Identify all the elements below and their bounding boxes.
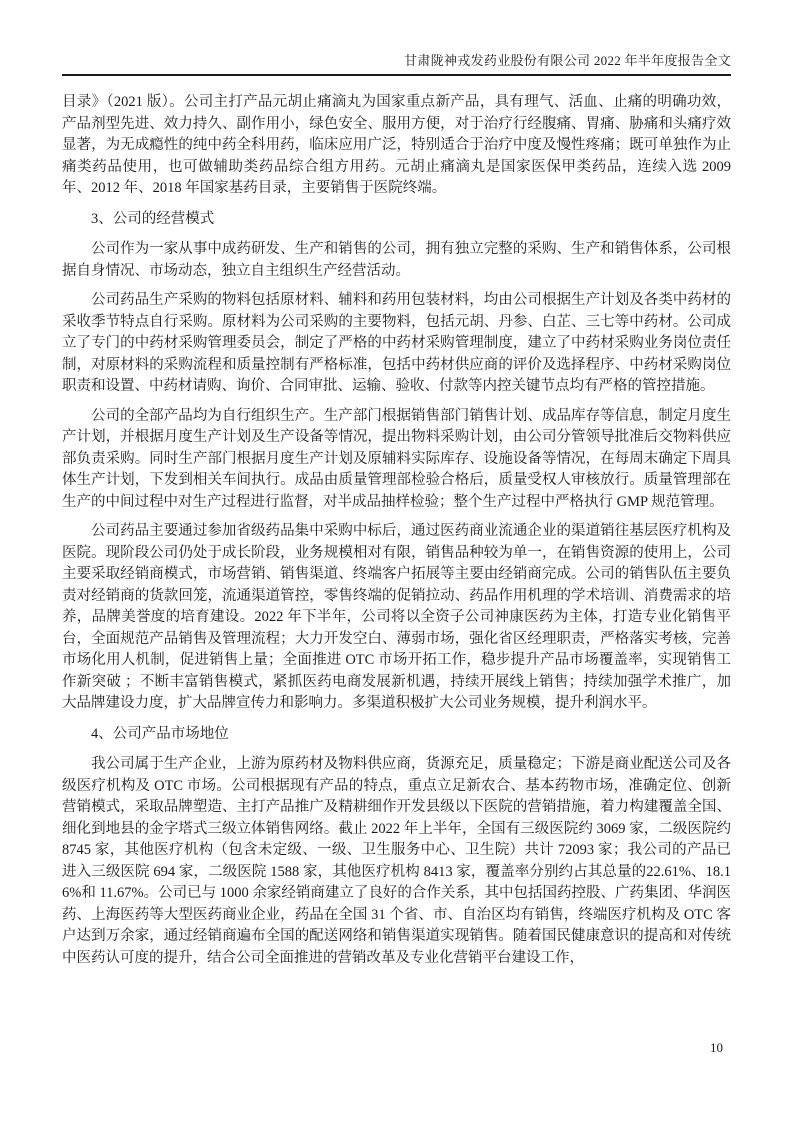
section-heading: 3、公司的经营模式 — [91, 210, 215, 227]
page-header — [62, 52, 731, 76]
page-number: 10 — [710, 1040, 723, 1055]
page-body — [62, 92, 731, 977]
body-paragraph: 公司的全部产品均为自行组织生产。生产部门根据销售部门销售计划、成品库存等信息，制定月度生产计划，并根据月度生产计划及生产设备等情况，提出物料采购计划，由公司分管领导批准后交物料供应部负责采购。同时生产部门根据月度生产计划及原辅料实际库存、设施设备等情况，在每周末确定下周具体生产计划，下发到相关车间执行。成品由质量管理部检验合格后，质量受权人审核放行。质量管理部在生产的中间过程中对生产过程进行监督，对半成品抽样检验；整个生产过程中严格执行 GMP 规范管理。 — [62, 407, 731, 510]
body-paragraph: 公司药品生产采购的物料包括原材料、辅料和药用包装材料，均由公司根据生产计划及各类中药材的采收季节特点自行采购。原材料为公司采购的主要物料，包括元胡、丹参、白芷、三七等中药材。公司成立了专门的中药材采购管理委员会，制定了严格的中药材采购管理制度，建立了中药材采购业务岗位责任制，对原材料的采购流程和质量控制有严格标准，包括中药材供应商的评价及选择程序、中药材采购岗位职责和设置、中药材请购、询价、合同审批、运输、验收、付款等内控关键节点均有严格的管控措施。 — [62, 292, 731, 394]
body-paragraph: 目录》（2021 版）。公司主打产品元胡止痛滴丸为国家重点新产品，具有理气、活血、止痛的明确功效，产品剂型先进、效力持久、副作用小，绿色安全、服用方便，对于治疗行经腹痛、胃痛、胁痛和头痛疗效显著，为无成瘾性的纯中药全科用药，临床应用广泛，特别适合于治疗中度及慢性疼痛；既可单独作为止痛类药品使用，也可做辅助类药品综合组方用药。元胡止痛滴丸是国家医保甲类药品，连续入选 2009 年、2012 年、2018 年国家基药目录，主要销售于医院终端。 — [62, 94, 731, 196]
body-paragraph: 公司作为一家从事中成药研发、生产和销售的公司，拥有独立完整的采购、生产和销售体系，公司根据自身情况、市场动态，独立自主组织生产经营活动。 — [62, 241, 731, 279]
body-paragraph: 公司药品主要通过参加省级药品集中采购中标后，通过医药商业流通企业的渠道销往基层医疗机构及医院。现阶段公司仍处于成长阶段，业务规模相对有限，销售品种较为单一，在销售资源的使用上，公司主要采取经销商模式，市场营销、销售渠道、终端客户拓展等主要由经销商完成。公司的销售队伍主要负责对经销商的货款回笼，流通渠道管控，零售终端的促销拉动、药品作用机理的学术培训、消费需求的培养，品牌美誉度的培育建设。2022 年下半年，公司将以全资子公司神康医药为主体，打造专业化销售平台，全面规范产品销售及管理流程；大力开发空白、薄弱市场，强化省区经理职责，严格落实考核，完善市场化用人机制，促进销售上量；全面推进 OTC 市场开拓工作，稳步提升产品市场覆盖率，实现销售工作新突破 ；不断丰富销售模式，紧抓医药电商发展新机遇，持续开展线上销售；持续加强学术推广，加大品牌建设力度，扩大品牌宣传力和影响力。多渠道积极扩大公司业务规模，提升利润水平。 — [62, 523, 731, 711]
body-paragraph: 我公司属于生产企业，上游为原药材及物料供应商，货源充足，质量稳定；下游是商业配送公司及各级医疗机构及 OTC 市场。公司根据现有产品的特点，重点立足新农合、基本药物市场，准确定位、创新营销模式，采取品牌塑造、主打产品推广及精耕细作开发县级以下医院的营销措施，着力构建覆盖全国、细化到地县的金字塔式三级立体销售网络。截止 2022 年上半年，全国有三级医院约 3069 家，二级医院约 8745 家，其他医疗机构（包含未定级、一级、卫生服务中心、卫生院）共计 72093 家；我公司的产品已进入三级医院 694 家，二级医院 1588 家，其他医疗机构 8413 家，覆盖率分别约占其总量的22.61%、18.16%和 11.67%。公司已与 1000 余家经销商建立了良好的合作关系，其中包括国药控股、广药集团、华润医药、上海医药等大型医药商业企业，药品在全国 31 个省、市、自治区均有销售，终端医疗机构及 OTC 客户达到万余家，通过经销商遍布全国的配送网络和销售渠道实现销售。随着国民健康意识的提高和对传统中医药认可度的提升，结合公司全面推进的营销改革及专业化营销平台建设工作， — [62, 756, 731, 966]
section-heading: 4、公司产品市场地位 — [91, 725, 229, 742]
page-footer — [710, 1040, 723, 1056]
header-title: 甘肃陇神戎发药业股份有限公司 2022 年半年度报告全文 — [404, 53, 731, 68]
